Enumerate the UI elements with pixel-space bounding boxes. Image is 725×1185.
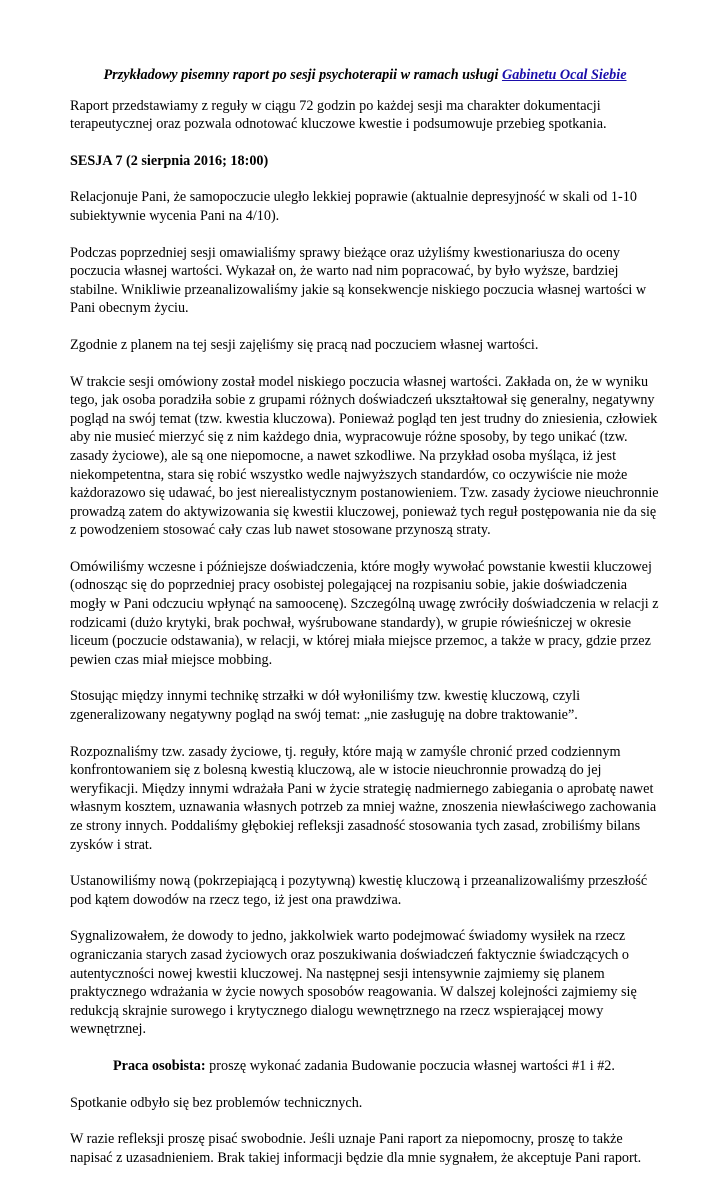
homework-label: Praca osobista: bbox=[113, 1057, 206, 1074]
title-text: Przykładowy pisemny raport po sesji psychoterapii w ramach usługi bbox=[103, 67, 499, 83]
closing-paragraph-2: W razie refleksji proszę pisać swobodnie. Jeśli uznaje Pani raport za niepomocny, proszę to także napisać z uzasadnieniem. Brak takiej informacji będzie dla mnie sygnałem, że akceptuje Pani raport. bbox=[70, 1131, 642, 1166]
paragraph-4: W trakcie sesji omówiony został model niskiego poczucia własnej wartości. Zakłada on, że w wyniku tego, jak osoba poradziła sobie z grupami różnych doświadczeń ukształtował się generalny, negatywny pogląd na swój temat (tzw. kwestia kluczowa). Ponieważ pogląd ten jest trudny do zniesienia, człowiek aby nie musieć mierzyć się z nim każdego dnia, wypracowuje różne sposoby, by tego unikać (tzw. zasady życiowe), ale są one niepomocne, a nawet szkodliwe. Na przykład osoba myśląca, iż jest niekompetentna, stara się robić wszystko wedle najwyższych standardów, co oczywiście nie może każdorazowo się udawać, bo jest nierealistycznym postanowieniem. Tzw. zasady życiowe nieuchronnie prowadzą zatem do aktywizowania się kwestii kluczowej, ponieważ tych reguł postępowania nie da się z powodzeniem stosować cały czas lub nawet stosowane przynoszą straty. bbox=[70, 373, 659, 539]
paragraph-7: Rozpoznaliśmy tzw. zasady życiowe, tj. reguły, które mają w zamyśle chronić przed codziennym konfrontowaniem się z bolesną kwestią kluczową, ale w istocie nieuchronnie prowadzą do jej weryfikacji. Między innymi wdrażała Pani w życie strategię nadmiernego zabiegania o aprobatę nawet własnym kosztem, uznawania własnych potrzeb za mniej ważne, znoszenia niewłaściwego zachowania ze strony innych. Poddaliśmy głębokiej refleksji zasadność stosowania tych zasad, zrobiliśmy bilans zysków i strat. bbox=[70, 743, 657, 853]
paragraph-3: Zgodnie z planem na tej sesji zajęliśmy się pracą nad poczuciem własnej wartości. bbox=[70, 336, 539, 353]
document-title bbox=[70, 66, 660, 85]
homework-text: proszę wykonać zadania Budowanie poczucia własnej wartości #1 i #2. bbox=[209, 1057, 615, 1074]
paragraph-2: Podczas poprzedniej sesji omawialiśmy sprawy bieżące oraz użyliśmy kwestionariusza do oceny poczucia własnej wartości. Wykazał on, że warto nad nim popracować, by było wyższe, bardziej stabilne. Wnikliwie przeanalizowaliśmy jakie są konsekwencje niskiego poczucia własnej wartości w Pani obecnym życiu. bbox=[70, 244, 647, 317]
intro-paragraph: Raport przedstawiamy z reguły w ciągu 72 godzin po każdej sesji ma charakter dokumentacji terapeutycznej oraz pozwala odnotować kluczowe kwestie i podsumowuje przebieg spotkania. bbox=[70, 97, 607, 133]
paragraph-9: Sygnalizowałem, że dowody to jedno, jakkolwiek warto podejmować świadomy wysiłek na rzecz ograniczania starych zasad życiowych oraz poszukiwania doświadczeń faktycznie świadczących o autentyczności nowej kwestii kluczowej. Na następnej sesji intensywnie zajmiemy się planem praktycznego wdrażania w życie nowych sposobów reagowania. W dalszej kolejności zajmiemy się redukcją skrajnie surowego i krytycznego dialogu wewnętrznego na rzecz wspierającej mowy wewnętrznej. bbox=[70, 928, 637, 1038]
homework-paragraph bbox=[70, 1057, 660, 1076]
closing-paragraph-1: Spotkanie odbyło się bez problemów technicznych. bbox=[70, 1094, 363, 1111]
paragraph-6: Stosując między innymi technikę strzałki w dół wyłoniliśmy tzw. kwestię kluczową, czyli zgeneralizowany negatywny pogląd na swój temat: „nie zasługuję na dobre traktowanie”. bbox=[70, 688, 581, 724]
paragraph-5: Omówiliśmy wczesne i późniejsze doświadczenia, które mogły wywołać powstanie kwestii kluczowej (odnosząc się do poprzedniej pracy osobistej polegającej na rozpisaniu sobie, jakie doświadczenia mogły w Pani odczuciu wpłynąć na samoocenę). Szczególną uwagę zwróciły doświadczenia w relacji z rodzicami (dużo krytyki, brak pochwał, wyśrubowane standardy), w grupie rówieśniczej w okresie liceum (poczucie odstawania), w relacji, w której miała miejsce przemoc, a także w pracy, gdzie przez pewien czas miał miejsce mobbing. bbox=[70, 558, 659, 668]
gabinet-link[interactable]: Gabinetu Ocal Siebie bbox=[501, 67, 627, 83]
document-page bbox=[70, 66, 660, 1185]
paragraph-8: Ustanowiliśmy nową (pokrzepiającą i pozytywną) kwestię kluczową i przeanalizowaliśmy przeszłość pod kątem dowodów na rzecz tego, iż jest ona prawdziwa. bbox=[70, 873, 648, 908]
session-heading: SESJA 7 (2 sierpnia 2016; 18:00) bbox=[70, 152, 269, 169]
paragraph-1: Relacjonuje Pani, że samopoczucie uległo lekkiej poprawie (aktualnie depresyjność w skali od 1-10 subiektywnie wycenia Pani na 4/10). bbox=[70, 189, 637, 224]
